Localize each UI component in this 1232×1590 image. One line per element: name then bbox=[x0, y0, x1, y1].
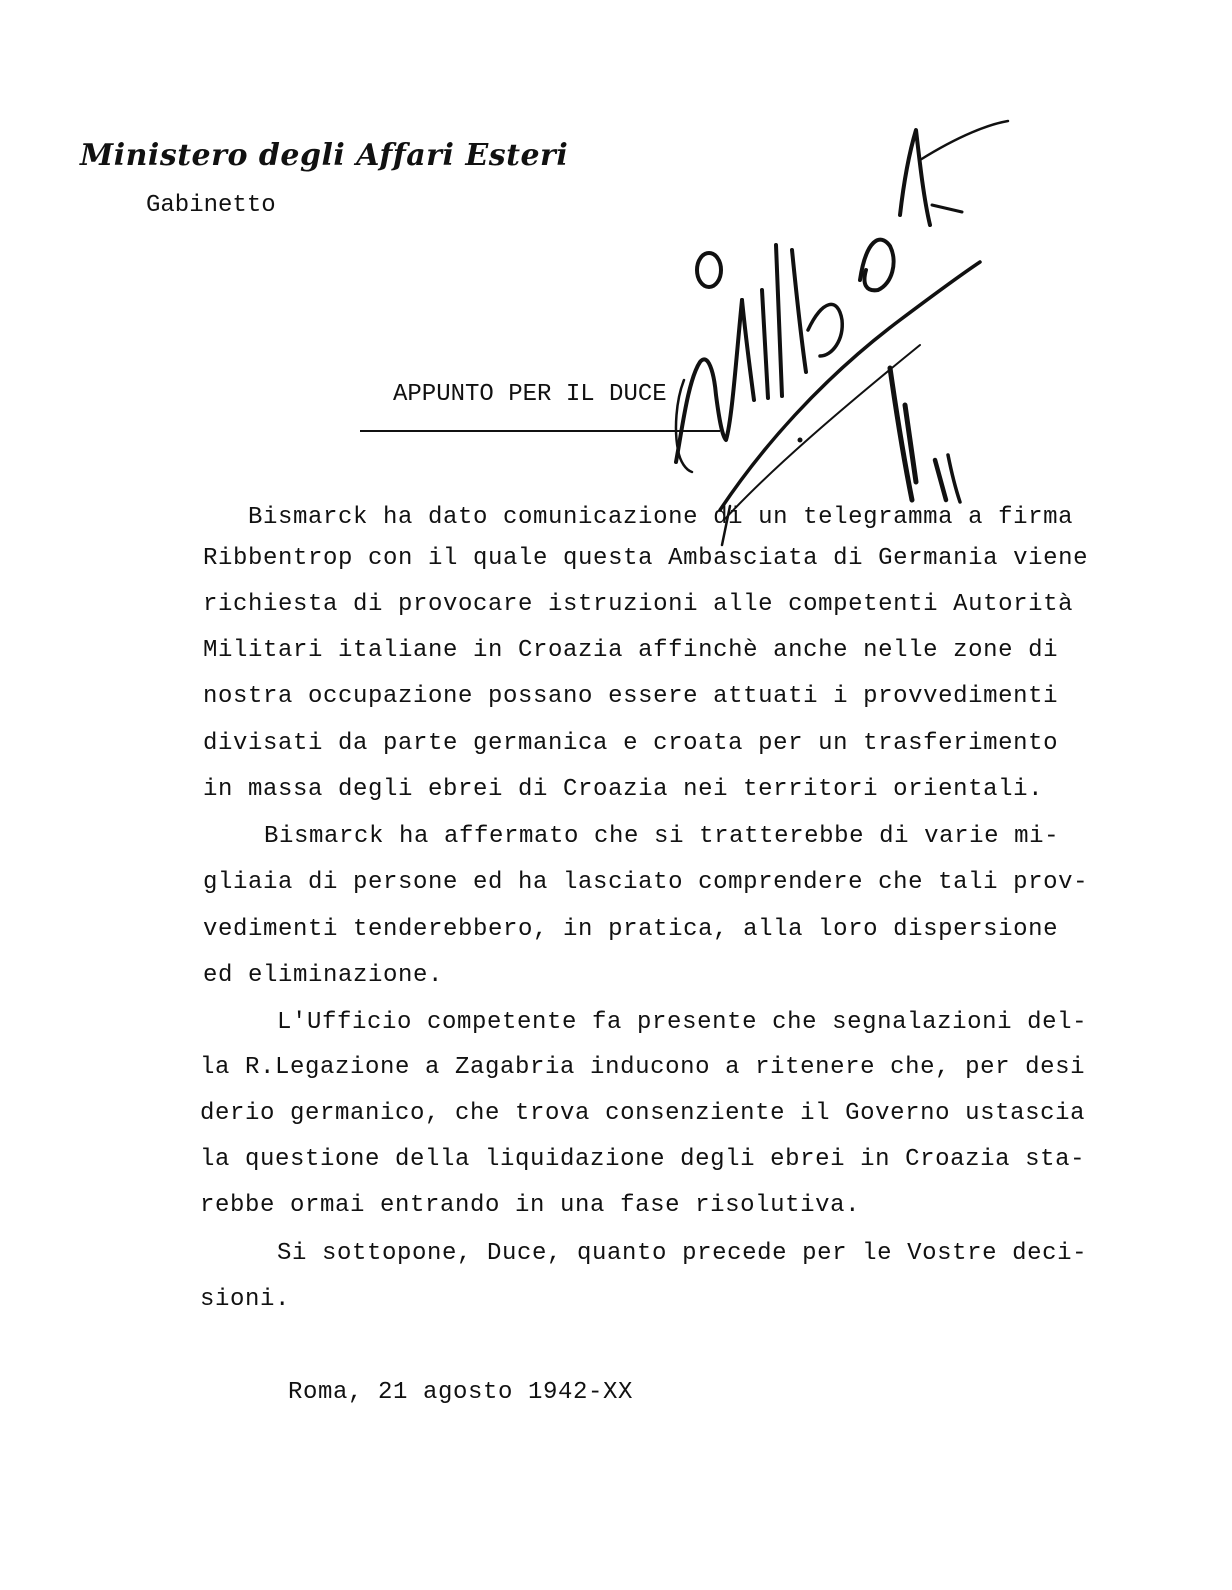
annotation-stroke bbox=[905, 405, 916, 482]
place-date: Roma, 21 agosto 1942-XX bbox=[288, 1379, 634, 1406]
body-line: Ribbentrop con il quale questa Ambasciata di Germania viene bbox=[203, 545, 1089, 572]
annotation-stroke bbox=[762, 290, 768, 398]
letterhead-ministry: Ministero degli Affari Esteri bbox=[80, 138, 569, 173]
annotation-stroke bbox=[676, 300, 742, 462]
body-line: Militari italiane in Croazia affinchè anche nelle zone di bbox=[203, 637, 1059, 664]
body-line: la R.Legazione a Zagabria inducono a ritenere che, per desi bbox=[200, 1054, 1086, 1081]
annotation-stroke bbox=[900, 130, 930, 225]
annotation-stroke bbox=[724, 345, 920, 520]
body-line: Si sottopone, Duce, quanto precede per le Vostre deci- bbox=[277, 1240, 1088, 1267]
annotation-stroke bbox=[808, 304, 842, 356]
body-line: la questione della liquidazione degli ebrei in Croazia sta- bbox=[200, 1146, 1086, 1173]
annotation-stroke bbox=[860, 240, 894, 291]
title-underline bbox=[360, 430, 720, 432]
body-line: richiesta di provocare istruzioni alle competenti Autorità bbox=[203, 591, 1074, 618]
body-line: divisati da parte germanica e croata per un trasferimento bbox=[203, 730, 1059, 757]
body-line: L'Ufficio competente fa presente che segnalazioni del- bbox=[277, 1009, 1088, 1036]
annotation-stroke bbox=[742, 300, 754, 400]
body-line: derio germanico, che trova consenziente il Governo ustascia bbox=[200, 1100, 1086, 1127]
annotation-stroke bbox=[792, 250, 806, 372]
body-line: in massa degli ebrei di Croazia nei territori orientali. bbox=[203, 776, 1044, 803]
annotation-stroke bbox=[697, 253, 721, 287]
annotation-stroke bbox=[932, 205, 962, 212]
annotation-stroke bbox=[776, 245, 782, 396]
annotation-stroke bbox=[920, 121, 1008, 160]
annotation-stroke bbox=[676, 380, 692, 472]
body-line: Bismarck ha dato comunicazione di un telegramma a firma bbox=[248, 504, 1074, 531]
body-line: rebbe ormai entrando in una fase risolutiva. bbox=[200, 1192, 861, 1219]
body-line: vedimenti tenderebbero, in pratica, alla loro dispersione bbox=[203, 916, 1059, 943]
annotation-stroke bbox=[890, 368, 912, 500]
body-line: ed eliminazione. bbox=[203, 962, 444, 989]
body-line: gliaia di persone ed ha lasciato comprendere che tali prov- bbox=[203, 869, 1089, 896]
letterhead-office: Gabinetto bbox=[146, 192, 276, 219]
memo-title: APPUNTO PER IL DUCE bbox=[393, 381, 667, 408]
annotation-stroke bbox=[935, 460, 946, 500]
body-line: Bismarck ha affermato che si tratterebbe di varie mi- bbox=[264, 823, 1060, 850]
annotation-dot bbox=[798, 438, 803, 443]
body-line: nostra occupazione possano essere attuati i provvedimenti bbox=[203, 683, 1059, 710]
annotation-stroke bbox=[720, 262, 980, 510]
body-line: sioni. bbox=[200, 1286, 291, 1313]
annotation-stroke bbox=[948, 455, 960, 502]
